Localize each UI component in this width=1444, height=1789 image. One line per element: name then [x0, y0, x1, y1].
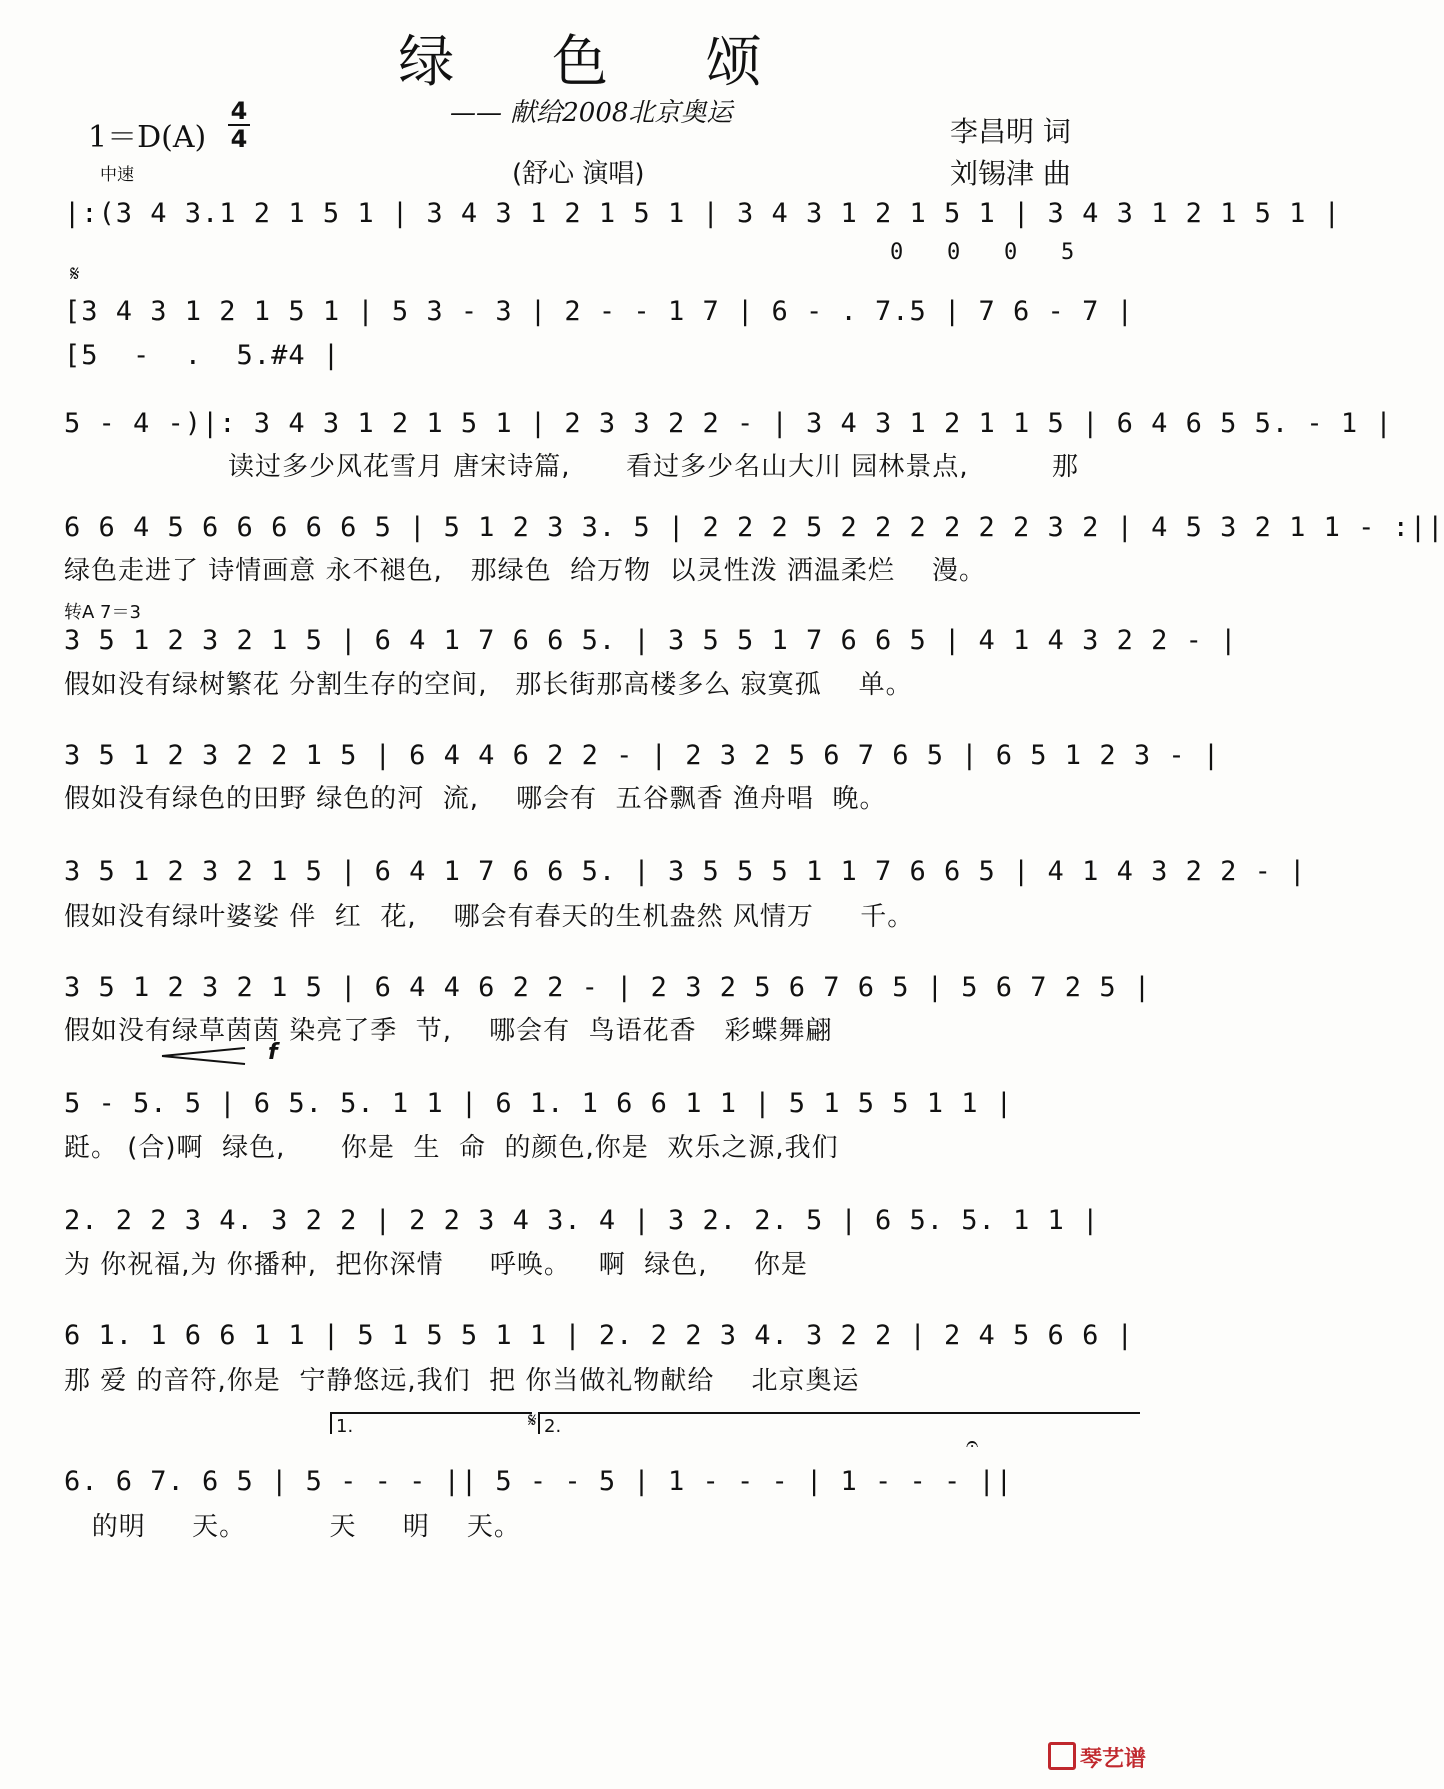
score-line-2-lower: [5 - . 5.#4 |: [64, 340, 341, 371]
score-line-6: 3 5 1 2 3 2 2 1 5 | 6 4 4 6 2 2 - | 2 3 2 5 6 7 6 5 | 6 5 1 2 3 - |: [64, 740, 1221, 771]
volta-1-label: 1.: [336, 1416, 354, 1437]
dynamic-marking: f: [268, 1040, 278, 1065]
volta-bracket-2: [538, 1412, 1140, 1437]
logo-text: 琴艺谱: [1080, 1747, 1147, 1772]
song-title: 绿 色 颂: [398, 30, 802, 95]
lyrics-line-9: 跹。 (合)啊 绿色, 你是 生 命 的颜色,你是 欢乐之源,我们: [64, 1133, 839, 1163]
lyrics-line-11: 那 爱 的音符,你是 宁静悠远,我们 把 你当做礼物献给 北京奥运: [64, 1366, 860, 1396]
score-line-9: 5 - 5. 5 | 6 5. 5. 1 1 | 6 1. 1 6 6 1 1 | 5 1 5 5 1 1 |: [64, 1088, 1014, 1119]
key-change-marker: 转A 7＝3: [64, 602, 141, 623]
score-line-1-harmony: 0 0 0 5: [890, 240, 1076, 265]
composer-credit: 刘锡津 曲: [950, 157, 1071, 190]
lyrics-line-6: 假如没有绿色的田野 绿色的河 流, 哪会有 五谷飘香 渔舟唱 晚。: [64, 784, 887, 814]
score-line-7: 3 5 1 2 3 2 1 5 | 6 4 1 7 6 6 5. | 3 5 5 5 1 1 7 6 6 5 | 4 1 4 3 2 2 - |: [64, 856, 1307, 887]
score-line-8: 3 5 1 2 3 2 1 5 | 6 4 4 6 2 2 - | 2 3 2 5 6 7 6 5 | 5 6 7 2 5 |: [64, 972, 1152, 1003]
meter-bottom: 4: [230, 125, 248, 153]
score-line-11: 6 1. 1 6 6 1 1 | 5 1 5 5 1 1 | 2. 2 2 3 4. 3 2 2 | 2 4 5 6 6 |: [64, 1320, 1134, 1351]
lyrics-line-8: 假如没有绿草茵茵 染亮了季 节, 哪会有 鸟语花香 彩蝶舞翩: [64, 1016, 833, 1046]
score-line-2: [3 4 3 1 2 1 5 1 | 5 3 - 3 | 2 - - 1 7 | 6 - . 7.5 | 7 6 - 7 |: [64, 296, 1134, 327]
volta-2-label: 2.: [544, 1416, 562, 1437]
song-subtitle: —— 献给2008北京奥运: [450, 98, 733, 128]
key-signature: 1＝D(A): [88, 120, 207, 155]
logo-icon: [1048, 1742, 1076, 1770]
segno-mark-end: 𝄋: [528, 1408, 537, 1432]
score-line-10: 2. 2 2 3 4. 3 2 2 | 2 2 3 4 3. 4 | 3 2. 2. 5 | 6 5. 5. 1 1 |: [64, 1205, 1100, 1236]
crescendo-hairpin: [160, 1046, 250, 1066]
site-logo: [1048, 1742, 1146, 1773]
singer-credit: (舒心 演唱): [512, 159, 645, 189]
segno-mark: 𝄋: [70, 262, 80, 287]
score-line-3: 5 - 4 -)|: 3 4 3 1 2 1 5 1 | 2 3 3 2 2 - | 3 4 3 1 2 1 1 5 | 6 4 6 5 5. - 1 |: [64, 408, 1393, 439]
lyrics-line-3: 读过多少风花雪月 唐宋诗篇, 看过多少名山大川 园林景点, 那: [228, 452, 1080, 482]
lyrics-line-10: 为 你祝福,为 你播种, 把你深情 呼唤。 啊 绿色, 你是: [64, 1250, 808, 1280]
tempo-marking: 中速: [100, 165, 134, 185]
score-line-5: 3 5 1 2 3 2 1 5 | 6 4 1 7 6 6 5. | 3 5 5 1 7 6 6 5 | 4 1 4 3 2 2 - |: [64, 625, 1238, 656]
score-line-12: 6. 6 7. 6 5 | 5 - - - || 5 - - 5 | 1 - - - | 1 - - - ||: [64, 1466, 1014, 1497]
lyrics-line-4: 绿色走进了 诗情画意 永不褪色, 那绿色 给万物 以灵性泼 洒温柔烂 漫。: [64, 556, 986, 586]
volta-bracket-1: [330, 1412, 532, 1437]
lyrics-line-5: 假如没有绿树繁花 分割生存的空间, 那长街那高楼多么 寂寞孤 单。: [64, 670, 913, 700]
time-signature: [228, 98, 250, 152]
lyricist-credit: 李昌明 词: [950, 115, 1071, 148]
lyrics-line-12: 的明 天。 天 明 天。: [64, 1512, 521, 1542]
fermata-mark: 𝄐: [966, 1432, 979, 1457]
lyrics-line-7: 假如没有绿叶婆娑 伴 红 花, 哪会有春天的生机盎然 风情万 千。: [64, 902, 915, 932]
meter-top: 4: [230, 97, 248, 125]
score-line-4: 6 6 4 5 6 6 6 6 6 5 | 5 1 2 3 3. 5 | 2 2 2 5 2 2 2 2 2 2 3 2 | 4 5 3 2 1 1 - :||: [64, 512, 1444, 543]
score-line-1: |:(3 4 3.1 2 1 5 1 | 3 4 3 1 2 1 5 1 | 3 4 3 1 2 1 5 1 | 3 4 3 1 2 1 5 1 |: [64, 198, 1341, 229]
